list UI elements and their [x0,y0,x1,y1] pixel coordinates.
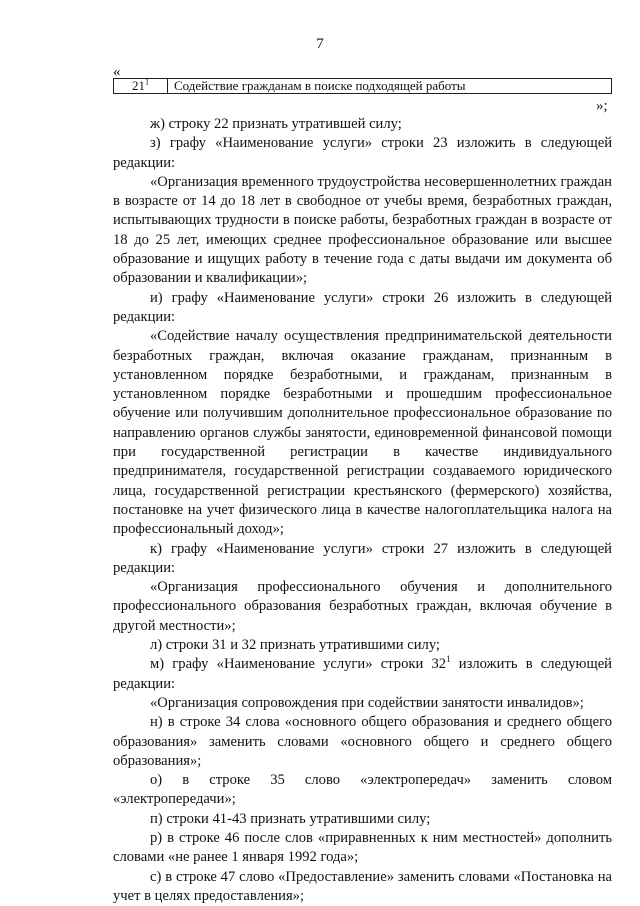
paragraph-i: и) графу «Наименование услуги» строки 26 изложить в следующей редакции: [113,289,612,325]
paragraph-s: с) в строке 47 слово «Предоставление» заменить словами «Постановка на учет в целях предоставления»; [113,868,612,904]
paragraph-m [113,655,612,694]
table-row [113,78,612,94]
paragraph-zh: ж) строку 22 признать утратившей силу; [150,116,402,132]
paragraph-o: о) в строке 35 слово «электропередач» заменить словом «электропередачи»; [113,772,612,808]
paragraph-m-sup: 1 [446,654,451,665]
paragraph-r: р) в строке 46 после слов «приравненных к ним местностей» дополнить словами «не ранее 1 января 1992 года»; [113,829,612,866]
page-number: 7 [316,36,324,52]
paragraph-n: н) в строке 34 слова «основного общего образования и среднего общего образования» заменить словами «основного общего и среднего общего образования»; [113,714,612,769]
paragraph-m-text: «Организация сопровождения при содействии занятости инвалидов»; [150,694,584,711]
paragraph-z-text: «Организация временного трудоустройства несовершеннолетних граждан в возрасте от 14 до 18 лет в свободное от учебы время, безработных граждан, испытывающих трудности в поиске работы, безработных граждан в возрасте от 18 до 25 лет, имеющих среднее профессиональное образование или высшее образование и ищущих работу в течение года с даты выдачи им документа об образовании и квалификации»; [113,173,612,287]
paragraph-p: п) строки 41-43 признать утратившими силу; [150,810,431,827]
row-number-text: 21 [132,78,145,93]
row-number-sup: 1 [145,77,149,87]
row-name: Содействие гражданам в поиске подходящей работы [174,78,466,93]
paragraph-m-after: изложить в следующей редакции: [113,656,612,692]
paragraph-m-before: м) графу «Наименование услуги» строки 32 [150,656,447,673]
paragraph-z: з) графу «Наименование услуги» строки 23 изложить в следующей редакции: [113,135,612,171]
row-number [114,79,168,93]
paragraph-k: к) графу «Наименование услуги» строки 27 изложить в следующей редакции: [113,540,612,576]
quote-open: « [113,64,121,80]
paragraph-l: л) строки 31 и 32 признать утратившими силу; [150,637,440,654]
paragraph-i-text: «Содействие началу осуществления предпринимательской деятельности безработных граждан, включая оказание гражданам, признанным в установленном порядке безработными, и гражданам, признанным в установленном порядке безработными и прошедшим профессиональное обучение или получившим дополнительное профессиональное образование по направлению органов службы занятости, единовременной финансовой помощи при государственной регистрации в качестве индивидуального предпринимателя, государственной регистрации создаваемого юридического лица, государственной регистрации крестьянского (фермерского) хозяйства, постановке на учет физического лица в качестве налогоплательщика налога на профессиональный доход»; [113,328,612,538]
paragraph-k-text: «Организация профессионального обучения и дополнительного профессионального образования безработных граждан, включая обучение в другой местности»; [113,579,612,634]
document-body [113,115,612,906]
quote-close: »; [596,98,608,114]
